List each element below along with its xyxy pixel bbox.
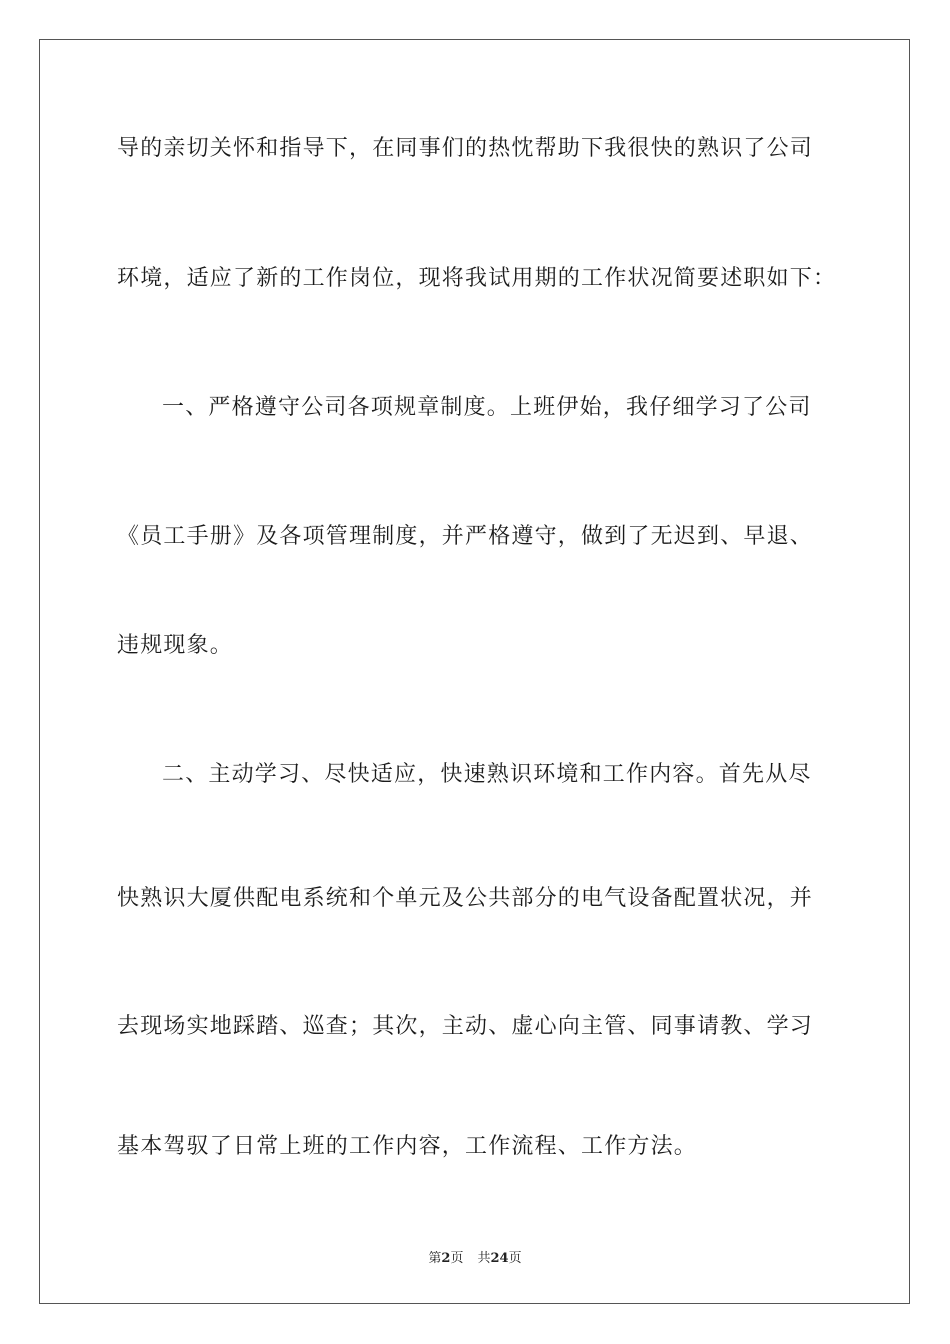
page-prefix: 第 (428, 1251, 442, 1266)
text-line-1: 导的亲切关怀和指导下，在同事们的热忱帮助下我很快的熟识了公司 (117, 136, 814, 161)
text-line-5: 违规现象。 (117, 633, 234, 658)
page-footer (0, 1247, 950, 1266)
total-prefix: 共 (477, 1251, 491, 1266)
total-pages: 24 (490, 1251, 509, 1266)
text-line-8: 去现场实地踩踏、巡查；其次，主动、虚心向主管、同事请教、学习 (117, 1014, 814, 1039)
total-suffix: 页 (508, 1251, 522, 1266)
page-border (39, 39, 910, 1304)
text-line-4: 《员工手册》及各项管理制度，并严格遵守，做到了无迟到、早退、 (117, 524, 814, 549)
page-suffix: 页 (450, 1251, 464, 1266)
text-line-9: 基本驾驭了日常上班的工作内容，工作流程、工作方法。 (117, 1134, 698, 1159)
page-number: 2 (441, 1251, 451, 1266)
text-line-2: 环境，适应了新的工作岗位，现将我试用期的工作状况简要述职如下： (117, 266, 837, 291)
paragraph-2-start: 二、主动学习、尽快适应，快速熟识环境和工作内容。首先从尽 (162, 762, 812, 787)
paragraph-1-start: 一、严格遵守公司各项规章制度。上班伊始，我仔细学习了公司 (162, 395, 812, 420)
text-line-7: 快熟识大厦供配电系统和个单元及公共部分的电气设备配置状况，并 (117, 886, 814, 911)
